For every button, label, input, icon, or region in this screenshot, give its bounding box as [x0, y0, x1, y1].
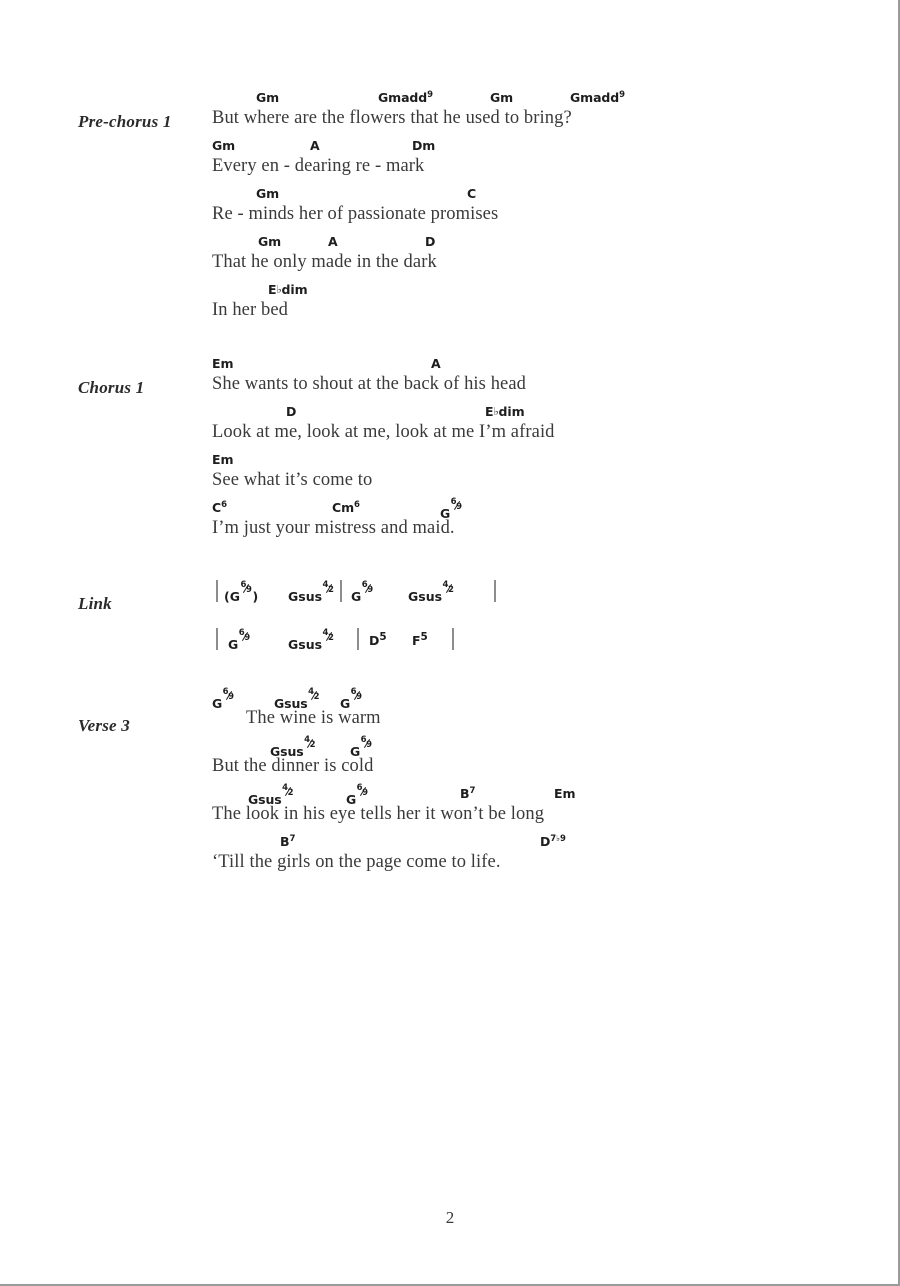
chord-row: [212, 497, 832, 522]
chord-lyric-line: [212, 404, 832, 452]
chord-lyric-line: [212, 138, 832, 186]
lyric-line: But where are the flowers that he used to bring?: [212, 108, 572, 128]
chord-row: [212, 735, 832, 760]
bar-line: [216, 580, 218, 602]
chord-symbol: Gm: [256, 186, 280, 201]
chord-lyric-line: [212, 783, 832, 834]
chord-symbol: A: [431, 356, 441, 371]
chord-symbol: Em: [212, 452, 234, 467]
chord-lyric-line: [212, 834, 832, 882]
chord-row: [212, 90, 832, 110]
chord-symbol: C: [467, 186, 477, 201]
chord-symbol: (G 6 9 ): [224, 580, 259, 605]
chord-row: [212, 282, 832, 302]
chord-fraction: 6 9: [361, 580, 374, 595]
lyric-line: The wine is warm: [246, 708, 381, 728]
section-label-pre-chorus-1: Pre-chorus 1: [78, 112, 172, 131]
chord-lyric-line: [212, 356, 832, 404]
chord-fraction: 4 2: [322, 580, 334, 595]
chord-symbol: A: [328, 234, 338, 249]
chord-symbol: G 6 9: [228, 628, 251, 653]
chord-symbol: Dm: [412, 138, 436, 153]
chord-fraction: 6 9: [238, 628, 251, 643]
chord-fraction: 4 2: [282, 783, 294, 798]
chord-fraction: 4 2: [322, 628, 334, 643]
chord-symbol: G 6 9: [351, 580, 374, 605]
chord-lyric-line: [212, 452, 832, 500]
lyric-line: But the dinner is cold: [212, 756, 374, 776]
chord-symbol: E♭dim: [268, 282, 308, 297]
lyric-line: Re - minds her of passionate promises: [212, 204, 499, 224]
bar-line: [452, 628, 454, 650]
chord-fraction: 6 9: [240, 580, 252, 595]
chord-symbol: Gmadd$^9$: [570, 89, 625, 105]
chord-lyric-line: [212, 234, 832, 282]
chord-lyric-line: [212, 497, 832, 548]
chord-fraction: 4 2: [308, 687, 320, 702]
chord-symbol: D: [425, 234, 436, 249]
lyric-line: The look in his eye tells her it won’t be long: [212, 804, 545, 824]
chord-symbol: A: [310, 138, 320, 153]
chord-symbol: Gsus 4 2: [288, 580, 334, 605]
chord-lyric-line: [212, 186, 832, 234]
chord-fraction: 4 2: [304, 735, 316, 750]
chord-row: [212, 234, 832, 254]
chord-symbol: Cm$^6$: [332, 499, 360, 515]
bar-line: [216, 628, 218, 650]
chord-symbol: D: [286, 404, 297, 419]
chord-symbol: Gmadd$^9$: [378, 89, 433, 105]
chord-fraction: 6 9: [222, 687, 234, 702]
chord-row: [212, 783, 832, 808]
lyric-line: In her bed: [212, 300, 288, 320]
lyric-line: See what it’s come to: [212, 470, 373, 490]
chord-symbol: Gm: [212, 138, 236, 153]
chord-row: [212, 356, 832, 376]
chord-symbol: G 6 9: [440, 497, 462, 522]
chord-symbol: G 6 9: [346, 783, 368, 808]
chord-fraction: 6 9: [350, 687, 362, 702]
chord-symbol: $B^7$: [280, 833, 296, 849]
bar-row: [212, 628, 832, 676]
chord-lyric-line: [212, 90, 832, 138]
lyric-line: She wants to shout at the back of his head: [212, 374, 527, 394]
chord-symbol: Em: [554, 786, 576, 801]
chord-symbol: Gsus 4 2: [288, 628, 334, 653]
chord-fraction: 6 9: [356, 783, 368, 798]
chord-row: [212, 404, 832, 424]
chord-symbol: Em: [212, 356, 234, 371]
chord-row: [212, 687, 832, 712]
section-label-verse-3: Verse 3: [78, 716, 130, 735]
chord-symbol: E♭dim: [485, 404, 525, 419]
chord-symbol: $D^5$: [369, 631, 387, 649]
chord-symbol: Gsus 4 2: [274, 687, 320, 712]
chord-symbol: $C^6$: [212, 499, 227, 515]
chord-symbol: Gm: [258, 234, 282, 249]
chord-symbol: G 6 9: [340, 687, 362, 712]
lyric-line: Look at me, look at me, look at me I’m afraid: [212, 422, 555, 442]
chord-symbol: Gm: [256, 90, 280, 105]
bar-line: [340, 580, 342, 602]
lyric-line: That he only made in the dark: [212, 252, 437, 272]
section-label-chorus-1: Chorus 1: [78, 378, 145, 397]
chord-row: [212, 186, 832, 206]
chord-symbol: $D^{7♭9}$: [540, 833, 566, 849]
chord-lyric-line: [212, 282, 832, 330]
bar-line: [357, 628, 359, 650]
chord-fraction: 4 2: [442, 580, 454, 595]
lyric-line: I’m just your mistress and maid.: [212, 518, 455, 538]
chord-symbol: Gsus 4 2: [408, 580, 454, 605]
page-number: 2: [445, 1208, 455, 1227]
chord-symbol: Gsus 4 2: [248, 783, 294, 808]
bar-line: [494, 580, 496, 602]
chord-lyric-line: [212, 687, 832, 738]
chord-symbol: Gsus 4 2: [270, 735, 316, 760]
chord-symbol: G 6 9: [350, 735, 372, 760]
chord-fraction: 6 9: [450, 497, 462, 512]
chord-symbol: Gm: [490, 90, 514, 105]
chord-symbol: $F^5$: [412, 631, 428, 649]
lyric-line: ‘Till the girls on the page come to life.: [212, 852, 501, 872]
lyric-line: Every en - dearing re - mark: [212, 156, 425, 176]
bar-row: [212, 580, 832, 628]
chord-row: [212, 834, 832, 854]
chord-symbol: $B^7$: [460, 785, 476, 801]
chord-row: [212, 138, 832, 158]
chord-row: [212, 452, 832, 472]
section-label-link: Link: [78, 594, 112, 613]
chord-lyric-line: [212, 735, 832, 786]
chord-symbol: G 6 9: [212, 687, 234, 712]
chord-fraction: 6 9: [360, 735, 372, 750]
